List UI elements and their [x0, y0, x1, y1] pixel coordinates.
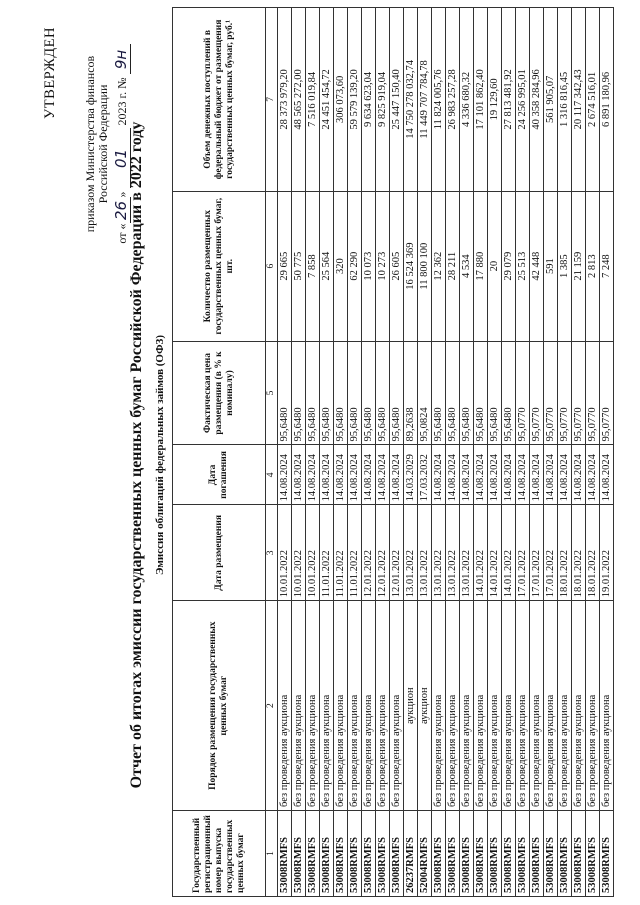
- column-number: 5: [266, 341, 278, 445]
- cell-proceeds: 306 073,60: [334, 8, 348, 192]
- cell-quantity: 29 665: [278, 191, 292, 341]
- cell-quantity: 7 248: [600, 191, 614, 341]
- cell-placement-date: 13.01.2022: [418, 505, 432, 601]
- table-row: [278, 8, 292, 897]
- cell-placement-date: 18.01.2022: [572, 505, 586, 601]
- table-row: [488, 8, 502, 897]
- table-row: [362, 8, 376, 897]
- emission-table: [172, 7, 614, 897]
- cell-quantity: 20: [488, 191, 502, 341]
- table-row: [544, 8, 558, 897]
- cell-registration-number: 53008RMFS: [600, 811, 614, 897]
- cell-actual-price: 95,6480: [320, 341, 334, 445]
- cell-placement-date: 17.01.2022: [544, 505, 558, 601]
- cell-maturity-date: 14.08.2024: [460, 445, 474, 505]
- cell-actual-price: 95,0770: [600, 341, 614, 445]
- cell-maturity-date: 14.08.2024: [334, 445, 348, 505]
- table-row: [390, 8, 404, 897]
- cell-actual-price: 95,6480: [432, 341, 446, 445]
- cell-maturity-date: 14.08.2024: [446, 445, 460, 505]
- cell-placement-date: 14.01.2022: [502, 505, 516, 601]
- cell-registration-number: 53008RMFS: [572, 811, 586, 897]
- cell-placement-method: без проведения аукциона: [362, 601, 376, 811]
- cell-quantity: 10 273: [376, 191, 390, 341]
- cell-proceeds: 1 316 816,45: [558, 8, 572, 192]
- cell-actual-price: 95,6480: [278, 341, 292, 445]
- report-title: Отчет об итогах эмиссии государственных ценных бумаг Российской Федерации в 2022 году: [128, 121, 145, 789]
- cell-placement-method: без проведения аукциона: [530, 601, 544, 811]
- cell-maturity-date: 14.08.2024: [390, 445, 404, 505]
- cell-placement-date: 13.01.2022: [446, 505, 460, 601]
- cell-placement-method: без проведения аукциона: [572, 601, 586, 811]
- header-placement-date: Дата размещения: [173, 505, 266, 601]
- cell-quantity: 4 534: [460, 191, 474, 341]
- cell-proceeds: 14 750 278 032,74: [404, 8, 418, 192]
- table-row: [460, 8, 474, 897]
- cell-actual-price: 95,6480: [474, 341, 488, 445]
- cell-placement-method: без проведения аукциона: [460, 601, 474, 811]
- cell-quantity: 28 211: [446, 191, 460, 341]
- cell-placement-date: 12.01.2022: [390, 505, 404, 601]
- cell-registration-number: 53008RMFS: [376, 811, 390, 897]
- cell-proceeds: 9 634 623,04: [362, 8, 376, 192]
- cell-registration-number: 53008RMFS: [278, 811, 292, 897]
- cell-placement-date: 13.01.2022: [460, 505, 474, 601]
- cell-proceeds: 11 449 707 784,78: [418, 8, 432, 192]
- cell-maturity-date: 14.08.2024: [572, 445, 586, 505]
- table-row: [306, 8, 320, 897]
- cell-placement-date: 12.01.2022: [362, 505, 376, 601]
- cell-proceeds: 9 825 919,04: [376, 8, 390, 192]
- column-number-row: [266, 8, 278, 897]
- cell-actual-price: 95,0770: [530, 341, 544, 445]
- cell-placement-date: 18.01.2022: [586, 505, 600, 601]
- cell-quantity: 12 362: [432, 191, 446, 341]
- cell-proceeds: 25 447 150,40: [390, 8, 404, 192]
- cell-quantity: 42 448: [530, 191, 544, 341]
- approval-authority: [84, 19, 110, 269]
- column-number: 3: [266, 505, 278, 601]
- cell-actual-price: 95,0770: [544, 341, 558, 445]
- table-row: [320, 8, 334, 897]
- report-subtitle: Эмиссия облигаций федеральных займов (ОФЗ): [154, 334, 166, 576]
- cell-registration-number: 53008RMFS: [334, 811, 348, 897]
- cell-quantity: 591: [544, 191, 558, 341]
- cell-actual-price: 95,6480: [488, 341, 502, 445]
- cell-placement-method: без проведения аукциона: [488, 601, 502, 811]
- cell-registration-number: 53008RMFS: [530, 811, 544, 897]
- cell-proceeds: 48 565 272,00: [292, 8, 306, 192]
- cell-maturity-date: 14.08.2024: [558, 445, 572, 505]
- cell-placement-method: аукцион: [418, 601, 432, 811]
- column-number: 6: [266, 191, 278, 341]
- cell-maturity-date: 14.08.2024: [306, 445, 320, 505]
- cell-registration-number: 52004RMFS: [418, 811, 432, 897]
- table-body: [278, 8, 614, 897]
- cell-maturity-date: 14.08.2024: [530, 445, 544, 505]
- table-row: [502, 8, 516, 897]
- cell-proceeds: 19 129,60: [488, 8, 502, 192]
- table-header-row: [173, 8, 266, 897]
- cell-quantity: 21 159: [572, 191, 586, 341]
- cell-maturity-date: 14.08.2024: [320, 445, 334, 505]
- cell-quantity: 26 605: [390, 191, 404, 341]
- column-number: 1: [266, 811, 278, 897]
- table-row: [516, 8, 530, 897]
- cell-registration-number: 53008RMFS: [460, 811, 474, 897]
- table-row: [474, 8, 488, 897]
- cell-maturity-date: 14.08.2024: [432, 445, 446, 505]
- cell-actual-price: 95,6480: [502, 341, 516, 445]
- header-maturity-date: Дата погашения: [173, 445, 266, 505]
- cell-actual-price: 95,6480: [348, 341, 362, 445]
- header-proceeds: Объем денежных поступлений в федеральный бюджет от размещения государственных ценных бумаг, руб.¹: [173, 8, 266, 192]
- cell-maturity-date: 14.08.2024: [278, 445, 292, 505]
- cell-placement-method: без проведения аукциона: [432, 601, 446, 811]
- table-row: [376, 8, 390, 897]
- column-number: 7: [266, 8, 278, 192]
- cell-actual-price: 95,6480: [446, 341, 460, 445]
- table-row: [404, 8, 418, 897]
- cell-quantity: 320: [334, 191, 348, 341]
- cell-registration-number: 53008RMFS: [474, 811, 488, 897]
- cell-quantity: 2 813: [586, 191, 600, 341]
- cell-registration-number: 53008RMFS: [362, 811, 376, 897]
- cell-placement-method: без проведения аукциона: [474, 601, 488, 811]
- cell-proceeds: 17 101 862,40: [474, 8, 488, 192]
- cell-registration-number: 53008RMFS: [348, 811, 362, 897]
- cell-actual-price: 95,0770: [516, 341, 530, 445]
- cell-placement-date: 11.01.2022: [334, 505, 348, 601]
- cell-maturity-date: 14.08.2024: [292, 445, 306, 505]
- header-placement-method: Порядок размещения государственных ценных бумаг: [173, 601, 266, 811]
- cell-proceeds: 27 813 481,92: [502, 8, 516, 192]
- date-separator: »: [115, 191, 129, 198]
- table-row: [348, 8, 362, 897]
- cell-registration-number: 53008RMFS: [390, 811, 404, 897]
- cell-placement-method: без проведения аукциона: [334, 601, 348, 811]
- cell-placement-date: 17.01.2022: [530, 505, 544, 601]
- cell-actual-price: 95,6480: [362, 341, 376, 445]
- cell-placement-date: 13.01.2022: [432, 505, 446, 601]
- cell-quantity: 25 513: [516, 191, 530, 341]
- cell-actual-price: 95,6480: [460, 341, 474, 445]
- cell-registration-number: 53008RMFS: [544, 811, 558, 897]
- table-row: [418, 8, 432, 897]
- cell-maturity-date: 14.08.2024: [488, 445, 502, 505]
- cell-actual-price: 95,0770: [572, 341, 586, 445]
- table-row: [600, 8, 614, 897]
- header-actual-price: Фактическая цена размещения (в % к номиналу): [173, 341, 266, 445]
- cell-maturity-date: 14.08.2024: [474, 445, 488, 505]
- cell-proceeds: 40 358 284,96: [530, 8, 544, 192]
- cell-quantity: 17 880: [474, 191, 488, 341]
- cell-quantity: 16 524 369: [404, 191, 418, 341]
- cell-actual-price: 95,6480: [390, 341, 404, 445]
- column-number: 4: [266, 445, 278, 505]
- cell-maturity-date: 14.08.2024: [348, 445, 362, 505]
- cell-placement-method: без проведения аукциона: [558, 601, 572, 811]
- date-day: 26: [112, 197, 131, 223]
- cell-quantity: 62 290: [348, 191, 362, 341]
- table-row: [586, 8, 600, 897]
- cell-quantity: 11 800 100: [418, 191, 432, 341]
- table-row: [530, 8, 544, 897]
- cell-placement-date: 11.01.2022: [320, 505, 334, 601]
- cell-placement-method: без проведения аукциона: [446, 601, 460, 811]
- cell-maturity-date: 14.08.2024: [586, 445, 600, 505]
- cell-registration-number: 53008RMFS: [432, 811, 446, 897]
- date-prefix: от «: [115, 223, 129, 244]
- table-row: [292, 8, 306, 897]
- cell-placement-method: без проведения аукциона: [586, 601, 600, 811]
- cell-maturity-date: 14.03.2029: [404, 445, 418, 505]
- order-number: 9н: [112, 44, 131, 74]
- cell-actual-price: 95,0770: [586, 341, 600, 445]
- cell-placement-method: без проведения аукциона: [600, 601, 614, 811]
- cell-placement-date: 18.01.2022: [558, 505, 572, 601]
- cell-proceeds: 2 674 516,01: [586, 8, 600, 192]
- cell-placement-method: без проведения аукциона: [376, 601, 390, 811]
- cell-actual-price: 95,6480: [306, 341, 320, 445]
- table-row: [432, 8, 446, 897]
- cell-quantity: 7 858: [306, 191, 320, 341]
- cell-actual-price: 95,0824: [418, 341, 432, 445]
- cell-placement-date: 14.01.2022: [488, 505, 502, 601]
- approval-authority-line2: Российской Федерации: [96, 84, 110, 204]
- cell-registration-number: 53008RMFS: [516, 811, 530, 897]
- cell-placement-method: без проведения аукциона: [278, 601, 292, 811]
- cell-proceeds: 24 451 454,72: [320, 8, 334, 192]
- date-year: 2023 г. №: [115, 77, 129, 126]
- table-row: [558, 8, 572, 897]
- cell-actual-price: 89,2638: [404, 341, 418, 445]
- column-number: 2: [266, 601, 278, 811]
- cell-maturity-date: 14.08.2024: [362, 445, 376, 505]
- cell-quantity: 29 079: [502, 191, 516, 341]
- table-row: [572, 8, 586, 897]
- cell-maturity-date: 14.08.2024: [376, 445, 390, 505]
- cell-quantity: 25 564: [320, 191, 334, 341]
- cell-placement-date: 17.01.2022: [516, 505, 530, 601]
- approval-heading: УТВЕРЖДЕН: [42, 27, 58, 119]
- cell-proceeds: 561 905,07: [544, 8, 558, 192]
- cell-placement-method: без проведения аукциона: [502, 601, 516, 811]
- cell-proceeds: 24 256 995,01: [516, 8, 530, 192]
- cell-quantity: 1 385: [558, 191, 572, 341]
- cell-placement-method: без проведения аукциона: [348, 601, 362, 811]
- cell-maturity-date: 14.08.2024: [502, 445, 516, 505]
- cell-placement-method: без проведения аукциона: [390, 601, 404, 811]
- cell-maturity-date: 14.08.2024: [516, 445, 530, 505]
- header-registration-number: Государственный регистрационный номер выпуска государственных ценных бумаг: [173, 811, 266, 897]
- cell-placement-date: 10.01.2022: [306, 505, 320, 601]
- cell-actual-price: 95,0770: [558, 341, 572, 445]
- cell-placement-date: 11.01.2022: [348, 505, 362, 601]
- cell-proceeds: 28 373 979,20: [278, 8, 292, 192]
- cell-proceeds: 20 117 342,43: [572, 8, 586, 192]
- cell-placement-method: без проведения аукциона: [516, 601, 530, 811]
- cell-proceeds: 7 516 019,84: [306, 8, 320, 192]
- table-row: [446, 8, 460, 897]
- cell-maturity-date: 17.03.2032: [418, 445, 432, 505]
- cell-placement-method: без проведения аукциона: [544, 601, 558, 811]
- cell-registration-number: 53008RMFS: [502, 811, 516, 897]
- cell-registration-number: 53008RMFS: [292, 811, 306, 897]
- cell-maturity-date: 14.08.2024: [544, 445, 558, 505]
- cell-actual-price: 95,6480: [334, 341, 348, 445]
- cell-registration-number: 26237RMFS: [404, 811, 418, 897]
- cell-registration-number: 53008RMFS: [320, 811, 334, 897]
- cell-proceeds: 26 983 257,28: [446, 8, 460, 192]
- approval-authority-line1: приказом Министерства финансов: [83, 55, 97, 233]
- cell-placement-method: без проведения аукциона: [292, 601, 306, 811]
- date-month: 01: [112, 128, 131, 188]
- cell-quantity: 10 073: [362, 191, 376, 341]
- cell-placement-method: без проведения аукциона: [320, 601, 334, 811]
- cell-proceeds: 6 891 180,96: [600, 8, 614, 192]
- cell-registration-number: 53008RMFS: [306, 811, 320, 897]
- cell-proceeds: 59 579 139,20: [348, 8, 362, 192]
- cell-registration-number: 53008RMFS: [446, 811, 460, 897]
- cell-actual-price: 95,6480: [292, 341, 306, 445]
- cell-placement-date: 19.01.2022: [600, 505, 614, 601]
- cell-placement-method: без проведения аукциона: [306, 601, 320, 811]
- cell-registration-number: 53008RMFS: [558, 811, 572, 897]
- header-quantity: Количество размещенных государственных ценных бумаг, шт.: [173, 191, 266, 341]
- cell-placement-method: аукцион: [404, 601, 418, 811]
- cell-proceeds: 4 336 680,32: [460, 8, 474, 192]
- cell-placement-date: 10.01.2022: [278, 505, 292, 601]
- cell-actual-price: 95,6480: [376, 341, 390, 445]
- cell-proceeds: 11 824 005,76: [432, 8, 446, 192]
- cell-quantity: 50 775: [292, 191, 306, 341]
- cell-registration-number: 53008RMFS: [586, 811, 600, 897]
- cell-maturity-date: 14.08.2024: [600, 445, 614, 505]
- cell-registration-number: 53008RMFS: [488, 811, 502, 897]
- cell-placement-date: 12.01.2022: [376, 505, 390, 601]
- table-row: [334, 8, 348, 897]
- cell-placement-date: 14.01.2022: [474, 505, 488, 601]
- cell-placement-date: 13.01.2022: [404, 505, 418, 601]
- cell-placement-date: 10.01.2022: [292, 505, 306, 601]
